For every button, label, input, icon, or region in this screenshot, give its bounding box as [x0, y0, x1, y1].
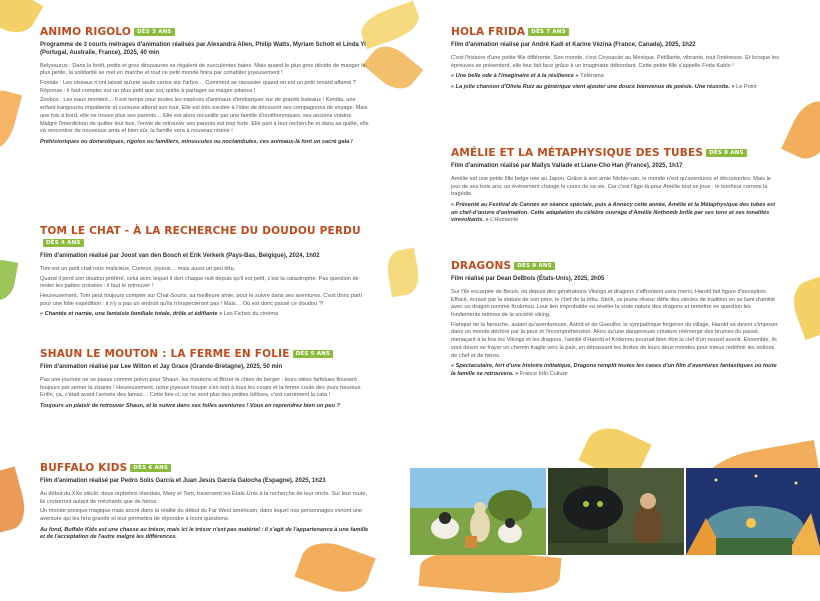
- leaf-decoration: [787, 275, 820, 340]
- leaf-decoration: [0, 0, 43, 41]
- film-synopsis: [40, 63, 370, 136]
- quote-source: Les Fiches du cinéma: [223, 311, 279, 318]
- amelie-still-image: [686, 468, 820, 555]
- synopsis-paragraph: C'est l'histoire d'une petite fille différente. Son monde, c'est Coyoacán au Mexique. Pétillante, vibrante, tout l'intéresse. Et lorsque les épreuves se présentent, elle leur fait face grâce à un imaginaire débordant. Cette petite fille s'appelle Frida Kahlo !: [451, 54, 779, 69]
- film-animo-rigolo: [40, 26, 370, 147]
- film-amelie: [451, 147, 781, 225]
- film-credit: Film d'animation réalisé par Pedro Solís García et Juan Jesús García Galocha (Espagne), 2025, 1h23: [40, 478, 326, 484]
- synopsis-paragraph: Tom est un petit chat roux malicieux. Curieux, joyeux… mais aussi un peu têtu.: [40, 265, 236, 272]
- film-shaun-le-mouton: [40, 348, 370, 411]
- film-quote: « Chantée et narrée, une fantaisie familiale totale, drôle et édifiante »: [40, 311, 223, 318]
- quote-source: Télérama: [580, 73, 604, 80]
- film-tom-le-chat: [40, 225, 370, 319]
- film-quote: « Présenté au Festival de Cannes en séance spéciale, puis à Annecy cette année, Amélie et la Métaphysique des tubes est un chef-d'œuvre d'animation. Cette adaptation du célèbre ouvrage d'Amélie Nothomb brille par ses tons et ses tonalités virevoltants. »: [451, 201, 776, 224]
- leaf-decoration: [384, 248, 421, 298]
- age-badge: DÈS 5 ANS: [293, 350, 334, 358]
- synopsis-paragraph: Zoobox : Les eaux montent… Il est temps pour toutes les espèces d'animaux d'embarquer sur de grands bateaux ! Kendia, une enfant kangourou impatiente et curieuse attend son tour. Elle est très excitée à l'idée de découvrir ses compagnons de voyage. Mais une fois à bord, elle ne trouve plus ses parents… Elle est alors recueillie par une famille d'ornithorynques, ses anciens voisins. Malgré l'interdiction de quitter leur box, l'envie de retrouver ses parents est trop forte. Elle part à leur recherche et dans sa quête, elle va rencontrer de nouveaux amis et bien sûr, la famille sera à nouveau réunie !: [40, 97, 369, 135]
- film-quote: « La jolie chanson d'Olivia Ruiz au générique vient ajouter une douce bienvenue de poésie. Une réussite. »: [451, 83, 735, 90]
- film-title: AMÉLIE ET LA MÉTAPHYSIQUE DES TUBES: [451, 147, 704, 159]
- film-title: HOLA FRIDA: [451, 26, 526, 38]
- film-title: SHAUN LE MOUTON : LA FERME EN FOLIE: [40, 348, 290, 360]
- synopsis-paragraph: Un monde presque magique mais ancré dans la réalité du début du Far West américain, dans lequel nos personnages vivront une aventure qui les fera grandir et leur permettra de répondre à leurs questions.: [40, 508, 363, 522]
- film-stills: [410, 468, 820, 555]
- synopsis-paragraph: Heureusement, Tom peut toujours compter sur Chat-Souris, sa meilleure amie, pour le suivre dans ses aventures. C'est donc parti pour une folle expédition : il n'y a pas un endroit qu'ils n'inspecteront pas ! Mais… Où est donc passé ce doudou ?!: [40, 292, 362, 307]
- synopsis-paragraph: Pas une journée ne se passe comme prévu pour Shaun, les moutons et Bitzer le chien de berger : leurs idées farfelues finissent toujours par semer la zizanie ! Heureusement, notre joyeuse troupe s'en sort à tous les coups et la ferme coule des jours heureux. Enfin, ça, c'était avant l'arrivée des lamas… Cette fois-ci, ce ne sont plus des petites bêtises, c'est carrément la cata !: [40, 376, 362, 399]
- age-badge: DÈS 8 ANS: [706, 149, 747, 157]
- film-title: DRAGONS: [451, 260, 512, 272]
- dragons-still-image: [548, 468, 684, 555]
- film-title: TOM LE CHAT - À LA RECHERCHE DU DOUDOU PERDU: [40, 225, 361, 237]
- quote-source: France Info Culture: [519, 370, 568, 377]
- age-badge: DÈS 3 ANS: [134, 28, 175, 36]
- quote-source: Le Point: [736, 83, 757, 90]
- age-badge: DÈS 4 ANS: [43, 239, 84, 247]
- synopsis-paragraph: Amélie est une petite fille belge née au Japon. Grâce à son amie Nishio-san, le monde n'est qu'aventures et découvertes. Mais le jour de ses trois ans, un événement change le cours de sa vie. Car c'est l'âge-là pour Amélie tout se joue : le bonheur comme la tragédie.: [451, 175, 771, 198]
- quote-source: L'Humanité: [490, 217, 519, 224]
- film-credit: Film d'animation réalisé par André Kadi et Karine Vézina (France, Canada), 2025, 1h22: [451, 42, 696, 48]
- leaf-decoration: [294, 534, 375, 600]
- age-badge: DÈS 7 ANS: [528, 28, 569, 36]
- film-quote: Toujours un plaisir de retrouver Shaun, et le suivre dans ses folles aventures ! Vous en reprendrez bien un peu ?: [40, 402, 340, 409]
- film-dragons: [451, 260, 781, 379]
- leaf-decoration: [0, 86, 22, 153]
- film-synopsis: [451, 55, 781, 70]
- leaf-decoration: [0, 258, 18, 303]
- film-quote: « Une belle ode à l'imaginaire et à la résilience »: [451, 73, 579, 80]
- age-badge: DÈS 9 ANS: [514, 262, 555, 270]
- film-credit: Film d'animation réalisé par Lee Wilton et Jay Grace (Grande-Bretagne), 2025, 50 min: [40, 364, 283, 370]
- film-synopsis: [40, 491, 370, 524]
- film-title: ANIMO RIGOLO: [40, 26, 132, 38]
- film-credit: Film d'animation réalisé par Joost van den Bosch et Erik Verkerk (Pays-Bas, Belgique), 2024, 1h02: [40, 253, 320, 259]
- film-synopsis: [451, 289, 781, 360]
- film-hola-frida: [451, 26, 781, 92]
- film-credit: Programme de 3 courts métrages d'animation réalisés par Alexandra Allen, Philip Watts, Myriam Schott et Linda Yi (Portugal, Australie, France), 2025, 40 min: [40, 42, 366, 56]
- film-credit: Film d'animation réalisé par Maïlys Vallade et Liane-Cho Han (France), 2025, 1h17: [451, 163, 683, 169]
- leaf-decoration: [0, 466, 30, 533]
- synopsis-paragraph: Quand il perd son doudou préféré, celui avec lequel il dort chaque nuit depuis qu'il est petit, c'est la catastrophe. Pas question de rester les pattes croisées : il faut le retrouver !: [40, 275, 359, 290]
- synopsis-paragraph: Flanqué de la farouche, autant qu'aventureuse, Astrid et de Gueulfor, le sympathique forgeron du village, Harold va devoir s'imposer dans un monde déchiré par la peur et l'incompréhension. Alors qu'une dangereuse créature réémerge des brumes du passé, menaçant à la fois les Vikings et les dragons, l'amitié d'Harold et Krokmou pourrait bien être la clef d'un nouvel avenir. Ensemble, ils vont devoir se frayer un chemin fragile vers la paix, en dépassant les limites de leurs deux mondes pour mieux redéfinir les notions de chef et de héros.: [451, 321, 778, 359]
- film-credit: Film réalisé par Dean DeBlois (États-Unis), 2025, 2h05: [451, 276, 605, 282]
- film-quote: « Spectaculaire, fort d'une histoire initiatique, Dragons remplit toutes les cases d'un film d'aventures fantastiques où toute la famille se retrouvera. »: [451, 363, 777, 377]
- film-title: BUFFALO KIDS: [40, 462, 128, 474]
- film-quote: Préhistoriques ou domestiques, rigolos ou familiers, minuscules ou noctambules, ces animaux-là font un sacré gala !: [40, 139, 353, 146]
- film-synopsis: [40, 377, 370, 400]
- leaf-decoration: [781, 94, 820, 165]
- synopsis-paragraph: Belysaurus : Dans la forêt, petits et gros dinosaures se régalent de succulentes baies. Mais quand le plus gros décide de manger la plus petite, la solidarité se met en marche et tout ce petit monde finira par cohabiter joyeusement !: [40, 62, 366, 77]
- synopsis-paragraph: Au début du XXe siècle, deux orphelins irlandais, Mary et Tom, traversent les États-Unis à la recherche de leur oncle. Sur leur route, ils croiseront autant de méchants que de héros.: [40, 490, 367, 505]
- shaun-still-image: [410, 468, 546, 555]
- film-quote: Au fond, Buffalo Kids est une chasse au trésor, mais ici le trésor n'est pas matériel : il s'agit de l'appartenance à une famille et de l'acceptation de l'autre malgré les différences.: [40, 526, 369, 541]
- film-synopsis: [40, 266, 370, 309]
- film-synopsis: [451, 176, 781, 199]
- synopsis-paragraph: Sur l'île escarpée de Beurk, où depuis des générations Vikings et dragons s'affrontent sans merci, Harold fait figure d'exception. Effacé, écrasé par la stature de son père, le chef de la tribu, Stoïk, ce jeune rêveur défie des siècles de tradition en se liant d'amitié avec un dragon nommé Krokmou. Leur lien improbable va révéler la vraie nature des dragons et remettre en question les fondements mêmes de la société viking.: [451, 288, 776, 318]
- film-buffalo-kids: [40, 462, 370, 542]
- age-badge: DÈS 6 ANS: [130, 464, 171, 472]
- synopsis-paragraph: Foxtale : Les oiseaux n'ont laissé qu'une seule cerise sur l'arbre… Comment se rassasier quand on est un petit renard affamé ? Réponse : il faut compter sur un plus petit que soi, quitte à partager sa maigre pitance !: [40, 80, 356, 94]
